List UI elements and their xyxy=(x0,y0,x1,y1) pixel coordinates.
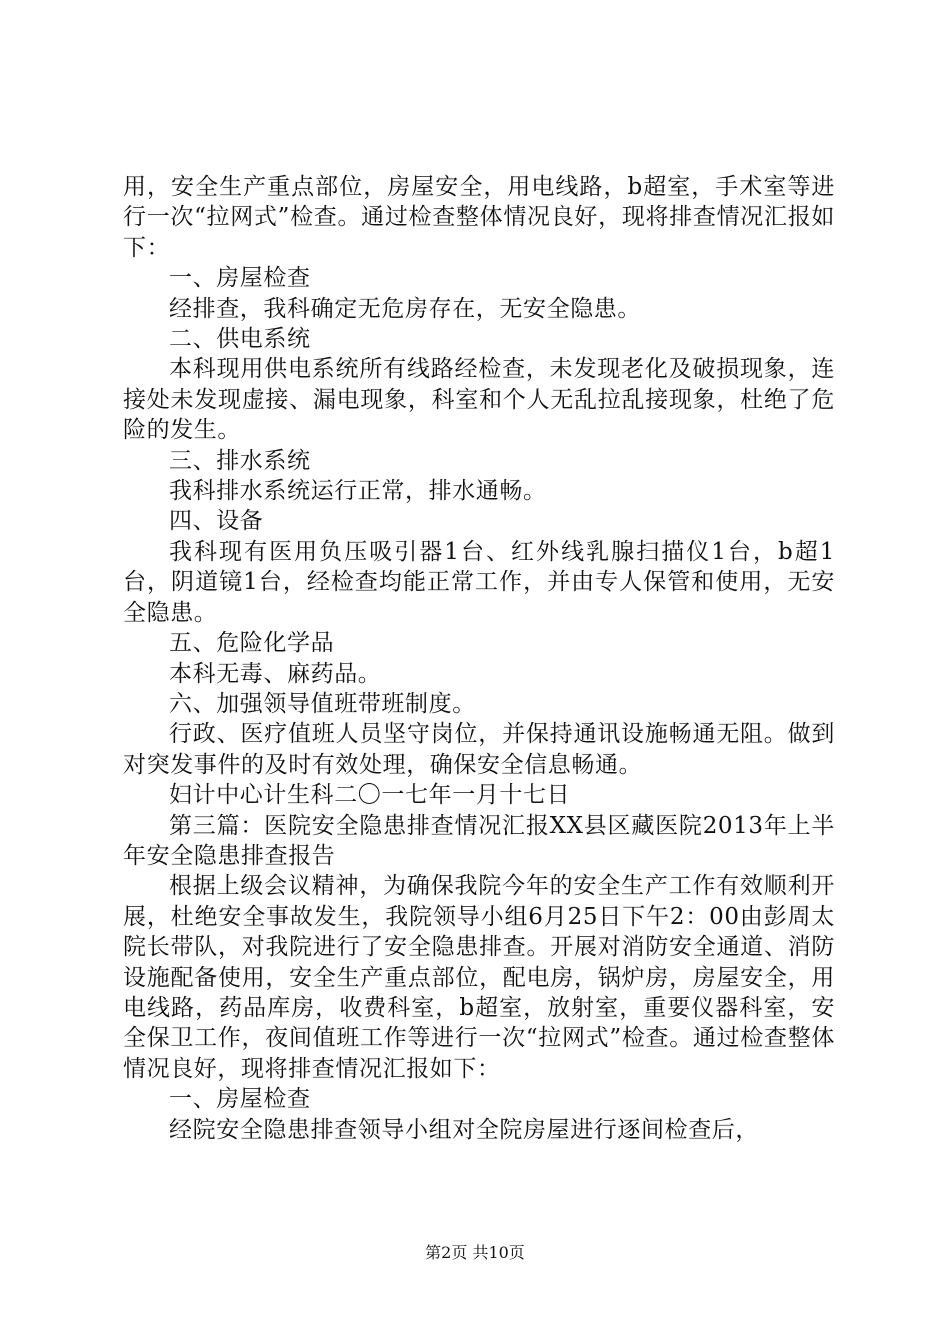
paragraph: 本科现用供电系统所有线路经检查，未发现老化及破损现象，连接处未发现虚接、漏电现象，科室和个人无乱拉乱接现象，杜绝了危险的发生。 xyxy=(123,356,835,444)
paragraph: 用，安全生产重点部位，房屋安全，用电线路，b超室，手术室等进行一次“拉网式”检查。通过检查整体情况良好，现将排查情况汇报如下： xyxy=(123,174,835,261)
section-heading: 五、危险化学品 xyxy=(169,630,335,657)
section-heading: 四、设备 xyxy=(169,508,264,535)
page-number-label: 第2页 共10页 xyxy=(425,1243,525,1262)
paragraph: 根据上级会议精神，为确保我院今年的安全生产工作有效顺利开展，杜绝安全事故发生，我院领导小组6月25日下午2：00由彭周太院长带队，对我院进行了安全隐患排查。开展对消防安全通道、消防设施配备使用，安全生产重点部位，配电房，锅炉房，房屋安全，用电线路，药品库房，收费科室，b超室，放射室，重要仪器科室，安全保卫工作，夜间值班工作等进行一次“拉网式”检查。通过检查整体情况良好，现将排查情况汇报如下： xyxy=(123,873,835,1082)
section-heading: 六、加强领导值班带班制度。 xyxy=(169,690,476,717)
section-heading: 一、房屋检查 xyxy=(169,1086,311,1113)
section-heading: 一、房屋检查 xyxy=(169,265,311,292)
signature-line: 妇计中心计生科二〇一七年一月十七日 xyxy=(169,782,571,809)
paragraph: 经院安全隐患排查领导小组对全院房屋进行逐间检查后， xyxy=(169,1116,759,1143)
page-footer xyxy=(0,1243,950,1263)
paragraph: 本科无毒、麻药品。 xyxy=(169,660,382,687)
paragraph: 行政、医疗值班人员坚守岗位，并保持通讯设施畅通无阻。做到对突发事件的及时有效处理，确保安全信息畅通。 xyxy=(123,721,835,778)
paragraph: 我科排水系统运行正常，排水通畅。 xyxy=(169,478,547,505)
section-heading: 二、供电系统 xyxy=(169,326,311,353)
paragraph: 经排查，我科确定无危房存在，无安全隐患。 xyxy=(169,295,641,322)
paragraph: 我科现有医用负压吸引器1台、红外线乳腺扫描仪1台，b超1台，阴道镜1台，经检查均能正常工作，并由专人保管和使用，无安全隐患。 xyxy=(123,538,835,626)
article-title: 第三篇：医院安全隐患排查情况汇报XX县区藏医院2013年上半年安全隐患排查报告 xyxy=(123,812,835,869)
section-heading: 三、排水系统 xyxy=(169,447,311,474)
document-body xyxy=(123,172,835,1145)
